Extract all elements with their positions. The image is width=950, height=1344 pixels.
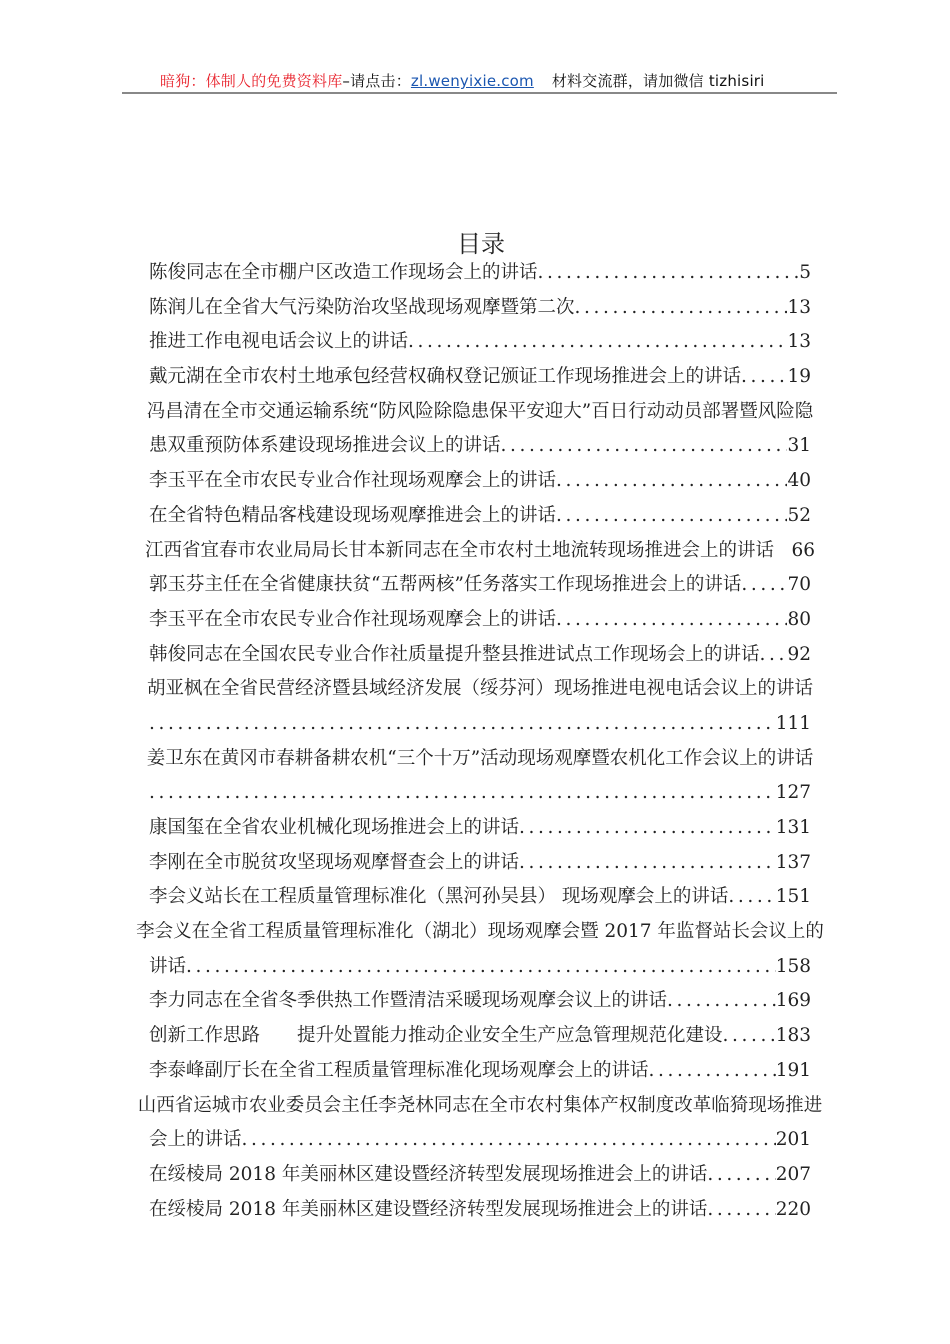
toc-entry-title: 创新工作思路 提升处置能力推动企业安全生产应急管理规范化建设 xyxy=(149,1025,723,1047)
toc-page-number: 111 xyxy=(775,712,811,734)
dot-leader xyxy=(149,776,776,811)
toc-entry[interactable] xyxy=(149,603,811,638)
toc-entry[interactable] xyxy=(149,568,811,603)
dot-leader xyxy=(556,499,787,534)
toc-entry-title: 郭玉芬主任在全省健康扶贫“五帮两核”任务落实工作现场推进会上的讲话 xyxy=(149,574,742,596)
toc-entry-title: 李玉平在全市农民专业合作社现场观摩会上的讲话 xyxy=(149,608,557,630)
toc-page-number: 169 xyxy=(775,990,811,1012)
toc-entry[interactable] xyxy=(149,1123,811,1158)
toc-page-number: 13 xyxy=(787,331,811,353)
toc-title: 目录 xyxy=(457,230,505,258)
header-group-note: 材料交流群，请加微信 tizhisiri xyxy=(551,72,765,90)
dot-leader xyxy=(519,811,776,846)
toc-entry[interactable] xyxy=(149,811,811,846)
toc-page-number: 201 xyxy=(775,1129,811,1151)
toc-page-number: 5 xyxy=(799,262,811,283)
toc-page-number: 31 xyxy=(787,435,811,457)
dot-leader xyxy=(649,1054,776,1089)
toc-entry-title-line[interactable]: 姜卫东在黄冈市春耕备耕农机“三个十万”活动现场观摩暨农机化工作会议上的讲话 xyxy=(146,747,814,769)
toc-entry[interactable] xyxy=(149,325,811,360)
dot-leader xyxy=(556,603,787,638)
toc-page-number: 151 xyxy=(775,886,811,908)
toc-entry[interactable] xyxy=(149,1019,811,1054)
toc-entry-title: 在全省特色精品客栈建设现场观摩推进会上的讲话 xyxy=(149,504,557,526)
dot-leader xyxy=(728,880,775,915)
dot-leader xyxy=(707,1158,775,1193)
dot-leader xyxy=(519,846,776,881)
toc-page-number: 137 xyxy=(775,851,811,873)
toc-entry[interactable] xyxy=(145,534,815,569)
dot-leader xyxy=(741,568,787,603)
toc-entry[interactable] xyxy=(149,360,811,395)
dot-leader xyxy=(723,1019,776,1054)
toc-page-number: 19 xyxy=(787,366,811,388)
toc-entry-title: 李玉平在全市农民专业合作社现场观摩会上的讲话 xyxy=(149,470,557,492)
toc-entry[interactable] xyxy=(149,429,811,464)
toc-page-number: 127 xyxy=(775,782,811,804)
toc-entry[interactable] xyxy=(149,291,811,326)
toc-entry-title: 推进工作电视电话会议上的讲话 xyxy=(149,331,409,353)
toc-entry[interactable] xyxy=(149,464,811,499)
toc-entry-title: 江西省宜春市农业局局长甘本新同志在全市农村土地流转现场推进会上的讲话 xyxy=(145,539,775,561)
dot-leader xyxy=(575,291,788,326)
toc-entry[interactable] xyxy=(149,638,811,673)
dot-leader xyxy=(149,707,776,742)
dot-leader xyxy=(538,256,800,291)
toc-entry[interactable] xyxy=(149,707,811,742)
dot-leader xyxy=(408,325,787,360)
toc-page-number: 158 xyxy=(775,955,811,977)
dot-leader xyxy=(186,950,776,985)
dot-leader xyxy=(667,984,776,1019)
toc-page-number: 92 xyxy=(787,643,811,665)
toc-entry-title: 陈润儿在全省大气污染防治攻坚战现场观摩暨第二次 xyxy=(149,296,575,318)
toc-entry-title: 陈俊同志在全市棚户区改造工作现场会上的讲话 xyxy=(149,262,538,283)
toc-entry-title: 康国玺在全省农业机械化现场推进会上的讲话 xyxy=(149,817,520,838)
toc-entry[interactable] xyxy=(149,1054,811,1089)
toc-page-number: 131 xyxy=(775,817,811,838)
dot-leader xyxy=(774,534,791,569)
toc-entry[interactable] xyxy=(149,880,811,915)
dot-leader xyxy=(760,638,788,673)
toc-entry-title: 李刚在全市脱贫攻坚现场观摩督查会上的讲话 xyxy=(149,851,520,873)
toc-entry-title: 韩俊同志在全国农民专业合作社质量提升整县推进试点工作现场会上的讲话 xyxy=(149,643,760,665)
toc-entry[interactable] xyxy=(149,256,811,291)
header-divider xyxy=(122,92,837,94)
toc-entry-title-line[interactable]: 李会义在全省工程质量管理标准化（湖北）现场观摩会暨 2017 年监督站长会议上的 xyxy=(136,921,824,943)
toc-page-number: 40 xyxy=(787,470,811,492)
toc-entry-title: 戴元湖在全市农村土地承包经营权确权登记颁证工作现场推进会上的讲话 xyxy=(149,366,742,388)
toc-entry-title: 会上的讲话 xyxy=(149,1129,242,1151)
dot-leader xyxy=(707,1193,775,1228)
header-click-prompt: –请点击： xyxy=(342,72,411,90)
toc-page-number: 52 xyxy=(787,504,811,526)
toc-entry-title: 讲话 xyxy=(149,955,187,977)
dot-leader xyxy=(556,464,787,499)
toc-page-number: 80 xyxy=(787,608,811,630)
toc-page-number: 191 xyxy=(775,1059,811,1081)
toc-entry-title-line[interactable]: 胡亚枫在全省民营经济暨县域经济发展（绥芬河）现场推进电视电话会议上的讲话 xyxy=(146,678,813,700)
toc-entry[interactable] xyxy=(149,776,811,811)
header-brand: 暗狗：体制人的免费资料库 xyxy=(160,72,343,90)
toc-entry-title-line[interactable]: 冯昌清在全市交通运输系统“防风险除隐患保平安迎大”百日行动动员部署暨风险隐 xyxy=(146,400,814,422)
toc-entry-title: 李泰峰副厅长在全省工程质量管理标准化现场观摩会上的讲话 xyxy=(149,1059,649,1081)
toc-entry-title: 李会义站长在工程质量管理标准化（黑河孙吴县） 现场观摩会上的讲话 xyxy=(149,886,729,908)
dot-leader xyxy=(741,360,787,395)
header-link[interactable]: zl.wenyixie.com xyxy=(410,72,534,90)
toc-page-number: 70 xyxy=(787,574,811,596)
toc-entry-title: 在绥棱局 2018 年美丽林区建设暨经济转型发展现场推进会上的讲话 xyxy=(149,1198,708,1220)
toc-entry-title: 在绥棱局 2018 年美丽林区建设暨经济转型发展现场推进会上的讲话 xyxy=(149,1163,708,1185)
toc-page-number: 207 xyxy=(775,1163,811,1185)
toc-page-number: 183 xyxy=(775,1025,811,1047)
dot-leader xyxy=(501,429,788,464)
toc-entry-title: 李力同志在全省冬季供热工作暨清洁采暖现场观摩会议上的讲话 xyxy=(149,990,668,1012)
dot-leader xyxy=(242,1123,776,1158)
toc-entry[interactable] xyxy=(149,1193,811,1228)
toc-entry-title-line[interactable]: 山西省运城市农业委员会主任李尧林同志在全市农村集体产权制度改革临猗现场推进 xyxy=(137,1094,823,1116)
toc-page-number: 220 xyxy=(775,1198,811,1220)
toc-entry[interactable] xyxy=(149,984,811,1019)
page-header xyxy=(160,70,765,91)
toc-entry[interactable] xyxy=(149,950,811,985)
toc-entry[interactable] xyxy=(149,499,811,534)
toc-entry-title: 患双重预防体系建设现场推进会议上的讲话 xyxy=(149,435,501,457)
table-of-contents xyxy=(126,256,834,1227)
toc-entry[interactable] xyxy=(149,846,811,881)
toc-page-number: 66 xyxy=(791,539,815,561)
toc-entry[interactable] xyxy=(149,1158,811,1193)
toc-page-number: 13 xyxy=(787,296,811,318)
